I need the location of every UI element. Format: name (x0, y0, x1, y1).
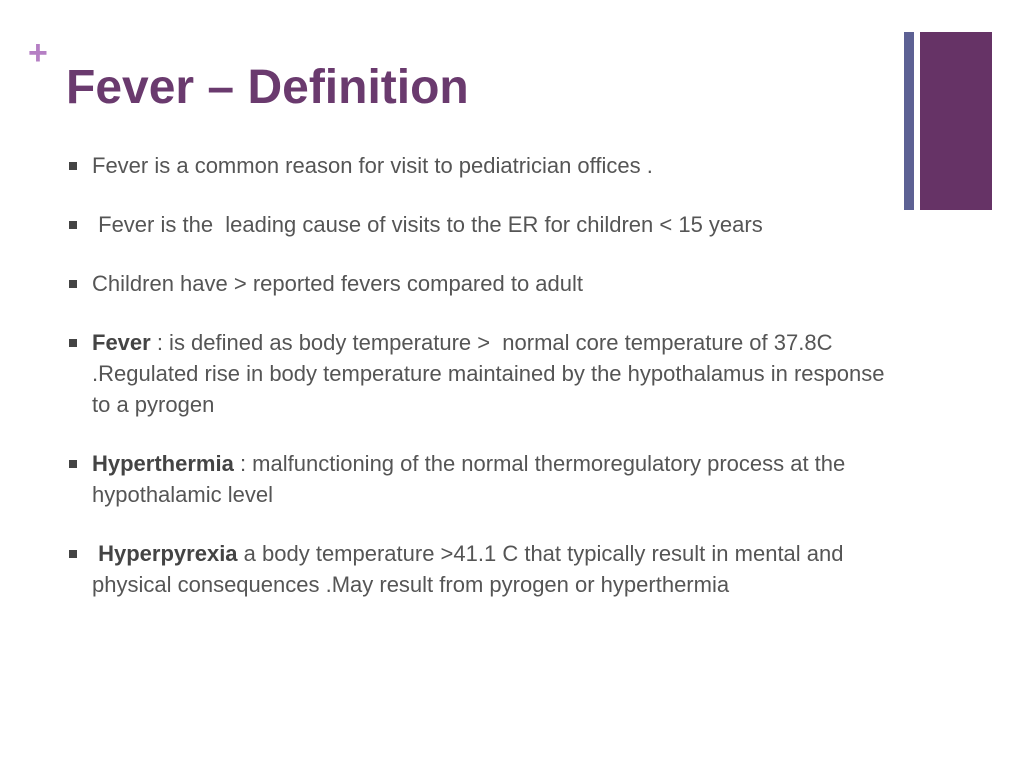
bullet-text: Children have > reported fevers compared to adult (92, 271, 584, 296)
term-definition: a body temperature >41.1 C that typically result in mental and physical consequences .May result from pyrogen or hyperthermia (92, 541, 850, 597)
bullet-item (66, 538, 896, 600)
term-fever: Fever (92, 330, 151, 355)
square-bullet-icon (69, 460, 77, 468)
bullet-text: Fever is a common reason for visit to pediatrician offices . (92, 153, 653, 178)
decorative-bar-thin (904, 32, 914, 210)
bullet-item (66, 268, 896, 299)
bullet-list (66, 150, 896, 600)
term-definition: : is defined as body temperature > normal core temperature of 37.8C .Regulated rise in body temperature maintained by the hypothalamus in response to a pyrogen (92, 330, 891, 417)
bullet-text: Fever is the leading cause of visits to the ER for children < 15 years (92, 212, 763, 237)
square-bullet-icon (69, 550, 77, 558)
bullet-item (66, 150, 896, 181)
bullet-item (66, 327, 896, 420)
plus-icon: + (28, 34, 48, 72)
square-bullet-icon (69, 280, 77, 288)
term-definition: : malfunctioning of the normal thermoregulatory process at the hypothalamic level (92, 451, 852, 507)
bullet-text (92, 330, 891, 417)
square-bullet-icon (69, 221, 77, 229)
bullet-text (92, 541, 850, 597)
term-hyperpyrexia: Hyperpyrexia (92, 541, 238, 566)
decorative-bar-wide (920, 32, 992, 210)
slide-title: Fever – Definition (66, 61, 469, 114)
bullet-item (66, 209, 896, 240)
bullet-item (66, 448, 896, 510)
square-bullet-icon (69, 339, 77, 347)
bullet-text (92, 451, 851, 507)
term-hyperthermia: Hyperthermia (92, 451, 234, 476)
square-bullet-icon (69, 162, 77, 170)
